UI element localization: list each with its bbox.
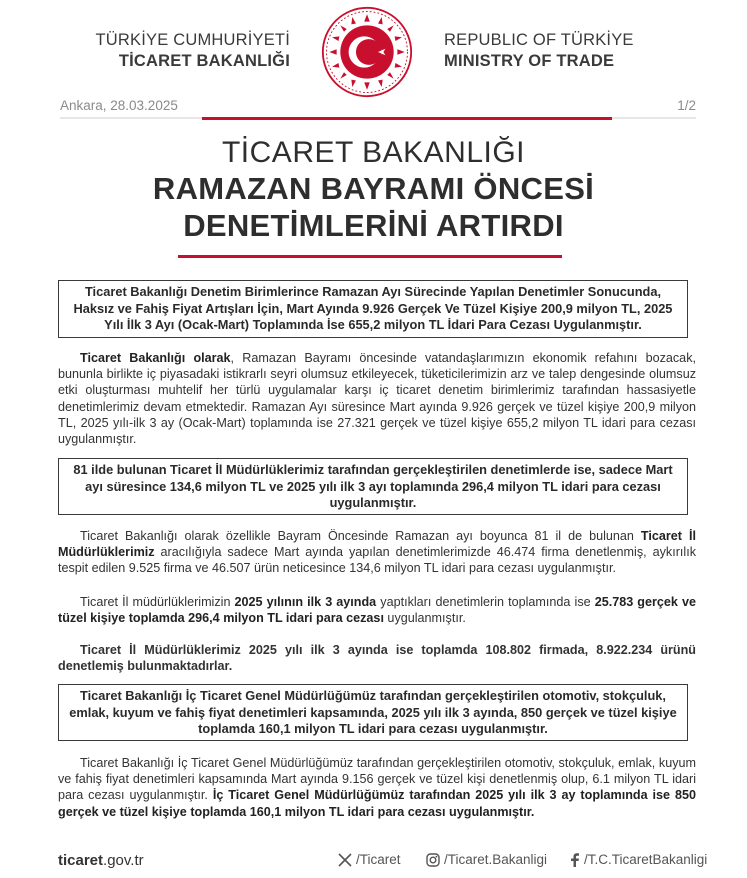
paragraph-3-text-b: yaptıkları denetimlerin toplamında ise xyxy=(376,595,595,609)
website-link[interactable] xyxy=(58,852,144,869)
ministry-seal-icon xyxy=(321,6,413,98)
x-icon xyxy=(338,853,352,867)
document-date: Ankara, 28.03.2025 xyxy=(60,98,178,113)
paragraph-2-bold: Ticaret İl Müdürlüklerimiz xyxy=(58,529,696,560)
title-underline xyxy=(178,255,562,258)
paragraph-1 xyxy=(58,350,696,447)
paragraph-2 xyxy=(58,528,696,577)
header-divider xyxy=(60,117,696,119)
title-line-2: RAMAZAN BAYRAMI ÖNCESİ xyxy=(152,171,595,206)
facebook-handle: /T.C.TicaretBakanligi xyxy=(584,852,708,867)
summary-box-2-line3: uygulanmıştır. xyxy=(329,495,417,510)
website-link-rest: .gov.tr xyxy=(103,852,144,869)
paragraph-3-bold-b: 25.783 gerçek ve tüzel kişiye toplamda 296,4 milyon TL idari para cezası xyxy=(58,595,697,626)
paragraph-3-text-a: Ticaret İl müdürlüklerimizin xyxy=(80,595,235,609)
summary-box-2-line2: ayı süresince 134,6 milyon TL ve 2025 yılı ilk 3 ayı toplamında 296,4 milyon TL idari para cezası xyxy=(85,478,661,494)
paragraph-5 xyxy=(58,755,696,820)
summary-box-2 xyxy=(58,458,688,515)
header-right-line2: MINISTRY OF TRADE xyxy=(444,52,615,70)
summary-box-3-line2: emlak, kuyum ve fahiş fiyat denetimleri kapsamında, 2025 yılı ilk 3 ayında, 850 gerçek ve tüzel kişiye xyxy=(69,704,677,720)
instagram-handle: /Ticaret.Bakanligi xyxy=(444,852,548,867)
paragraph-4 xyxy=(58,642,696,674)
paragraph-3 xyxy=(58,594,696,626)
x-social-link[interactable] xyxy=(338,852,401,867)
summary-box-3 xyxy=(58,684,688,741)
paragraph-1-lead: Ticaret Bakanlığı olarak xyxy=(80,351,231,365)
summary-box-2-line1: 81 ilde bulunan Ticaret İl Müdürlüklerimiz tarafından gerçekleştirilen denetimlerde ise, sadece Mart xyxy=(73,462,673,477)
paragraph-2-text-a: Ticaret Bakanlığı olarak özellikle Bayram Öncesinde Ramazan ayı boyunca 81 il de bulunan xyxy=(80,529,641,543)
summary-box-3-line1: Ticaret Bakanlığı İç Ticaret Genel Müdürlüğümüz tarafından gerçekleştirilen otomotiv, stokçuluk, xyxy=(80,688,666,703)
paragraph-4-text: Ticaret İl Müdürlüklerimiz 2025 yılı ilk 3 ayında ise toplamda 108.802 firmada, 8.922.234 ürünü denetlemiş bulunmaktadırlar. xyxy=(58,643,696,674)
paragraph-3-bold-a: 2025 yılının ilk 3 ayında xyxy=(234,595,377,609)
header-right-block xyxy=(444,30,644,72)
header-right-line1: REPUBLIC OF TÜRKİYE xyxy=(444,31,634,49)
facebook-social-link[interactable] xyxy=(570,852,707,867)
instagram-icon xyxy=(426,853,440,867)
summary-box-1-line3: Yılı İlk 3 Ayı (Ocak-Mart) Toplamında İse 655,2 milyon TL İdari Para Cezası Uygulanmıştır. xyxy=(104,317,642,332)
page-number: 1/2 xyxy=(677,98,696,113)
summary-box-3-line3: toplamda 160,1 milyon TL idari para cezası uygulanmıştır. xyxy=(198,721,548,736)
paragraph-2-text-b: aracılığıyla sadece Mart ayında yapılan denetimlerimizde 46.474 firma denetlenmiş, aykırılık tespit edilen 9.525 firma ve 46.507 ürün neticesince 134,6 milyon TL idari para cezası uygulanmıştır. xyxy=(58,545,696,576)
summary-box-1 xyxy=(58,280,688,338)
x-handle: /Ticaret xyxy=(356,852,401,867)
title-line-1: TİCARET BAKANLIĞI xyxy=(221,136,526,169)
instagram-social-link[interactable] xyxy=(426,852,547,867)
paragraph-1-text: , Ramazan Bayramı öncesinde vatandaşlarımızın ekonomik refahını bozacak, bununla birlikte iç piyasadaki istikrarlı seyri olumsuz etkileyecek, tüketicilerimizin arz ve talep dengesinde olumsuz etki oluşturması muhtelif her türlü uygulamalar karşı iç ticaret denetim birimlerimiz tarafından hassasiyetle denetimlerimiz devam etmektedir. Ramazan Ayı süresince Mart ayında 9.926 gerçek ve tüzel kişiye 200,9 milyon TL, 2025 yılı-ilk 3 ay (Ocak-Mart) toplamında ise 27.321 gerçek ve tüzel kişiye 655,2 milyon TL idari para cezası uygulanmıştır. xyxy=(58,351,696,447)
website-link-bold: ticaret xyxy=(58,852,104,869)
summary-box-1-line2: Haksız ve Fahiş Fiyat Artışları İçin, Mart Ayında 9.926 Gerçek Ve Tüzel Kişiye 200,9 milyon TL, 2025 xyxy=(73,300,673,316)
header-left-line2: TİCARET BAKANLIĞI xyxy=(118,52,290,70)
header-left-line1: TÜRKİYE CUMHURİYETİ xyxy=(95,31,290,49)
summary-box-1-line1: Ticaret Bakanlığı Denetim Birimlerince Ramazan Ayı Sürecinde Yapılan Denetimler Sonucunda, xyxy=(84,284,662,299)
facebook-icon xyxy=(570,853,580,867)
header-left-block xyxy=(90,30,290,72)
paragraph-3-text-c: uygulanmıştır. xyxy=(383,611,466,626)
title-line-3: DENETİMLERİNİ ARTIRDI xyxy=(183,208,564,243)
paragraph-5-text-a: Ticaret Bakanlığı İç Ticaret Genel Müdürlüğümüz tarafından gerçekleştirilen otomotiv, stokçuluk, emlak, kuyum ve fahiş fiyat denetimleri kapsamında Mart ayında 9.156 gerçek ve tüzel kişi denetlenmiş olup, 6.1 milyon TL idari para cezası uygulanmıştır. xyxy=(58,756,696,803)
paragraph-5-bold: İç Ticaret Genel Müdürlüğümüz tarafından 2025 yılı ilk 3 ay toplamında ise 850 gerçek ve tüzel kişiye toplamda 160,1 milyon TL idari para cezası uygulanmıştır. xyxy=(58,788,697,819)
